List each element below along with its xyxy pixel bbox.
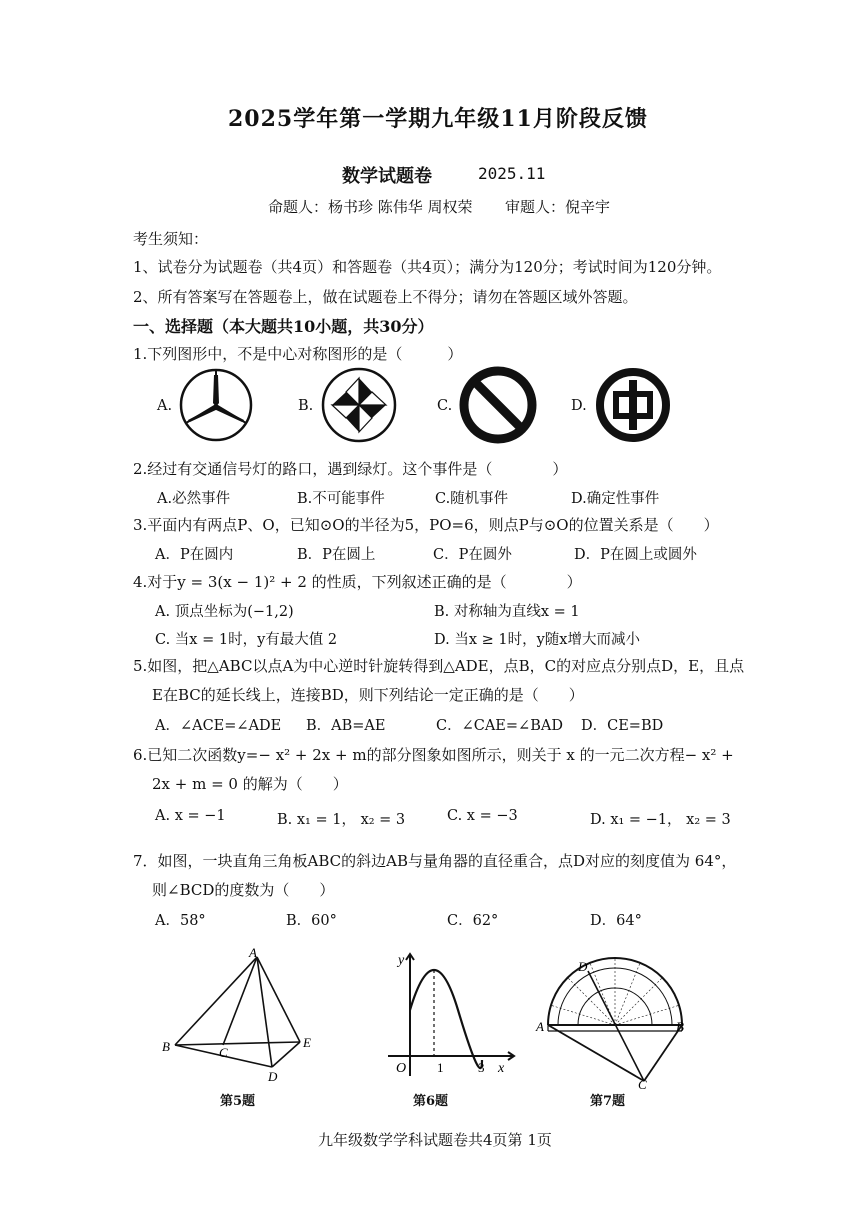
q1-option-c: C. (437, 398, 453, 414)
q4-option-c: C. 当x = 1时，y有最大值 2 (155, 632, 338, 648)
q2-option-a: A.必然事件 (157, 491, 231, 507)
q1-stem: 1.下列图形中，不是中心对称图形的是（ ） (133, 345, 463, 363)
q6-option-a: A. x = −1 (155, 808, 226, 824)
fig6-label-y: y (398, 953, 405, 968)
q7-stem-line-1: 7．如图，一块直角三角板ABC的斜边AB与量角器的直径重合，点D对应的刻度值为 64°， (133, 852, 737, 870)
q7-stem-line-2: 则∠BCD的度数为（ ） (152, 881, 335, 899)
page-title: 2025学年第一学期九年级11月阶段反馈 (228, 106, 648, 132)
figure-6-caption: 第6题 (413, 1094, 449, 1109)
q4-option-a: A. 顶点坐标为(−1,2) (155, 604, 294, 620)
fig6-label-1: 1 (437, 1060, 444, 1075)
q2-option-c: C.随机事件 (435, 491, 509, 507)
fig6-label-3: 3 (478, 1060, 485, 1075)
q3-option-a: A．P在圆内 (155, 547, 234, 563)
pinwheel-figure (320, 366, 398, 444)
fig7-label-c: C (638, 1077, 647, 1092)
fig7-label-a: A (536, 1019, 544, 1034)
notice-heading: 考生须知： (133, 230, 209, 248)
q2-option-d: D.确定性事件 (571, 491, 660, 507)
q2-option-b: B.不可能事件 (297, 491, 385, 507)
q7-option-a: A．58° (155, 913, 206, 929)
q2-stem: 2.经过有交通信号灯的路口，遇到绿灯。这个事件是（ ） (133, 460, 568, 478)
q3-option-b: B．P在圆上 (297, 547, 376, 563)
q6-stem-line-1: 6.已知二次函数y=− x² + 2x + m的部分图象如图所示，则关于 x 的一元二次方程− x² + (133, 746, 734, 764)
page-footer: 九年级数学学科试题卷共4页第 1页 (318, 1131, 552, 1149)
q4-stem: 4.对于y = 3(x − 1)² + 2 的性质，下列叙述正确的是（ ） (133, 573, 582, 591)
fig5-label-a: A (249, 945, 257, 960)
q4-option-b: B. 对称轴为直线x = 1 (434, 604, 580, 620)
mercedes-symbol-figure (178, 367, 254, 443)
figure-7-protractor (536, 955, 690, 1092)
q5-stem-line-2: E在BC的延长线上，连接BD，则下列结论一定正确的是（ ） (152, 686, 584, 704)
fig5-label-e: E (303, 1035, 311, 1050)
q7-option-c: C．62° (447, 913, 499, 929)
q1-option-a: A. (157, 398, 173, 414)
no-entry-sign-figure (458, 365, 538, 445)
paper-subtitle: 数学试题卷 (342, 166, 432, 187)
q7-option-d: D．64° (590, 913, 642, 929)
zhong-emblem-figure (594, 366, 672, 444)
q5-option-b: B．AB=AE (306, 718, 386, 734)
q3-option-c: C．P在圆外 (433, 547, 512, 563)
figure-5-caption: 第5题 (220, 1094, 256, 1109)
fig5-label-c: C (219, 1045, 228, 1060)
paper-date: 2025.11 (478, 164, 546, 183)
notice-item-2: 2、所有答案写在答题卷上，做在试题卷上不得分；请勿在答题区域外答题。 (133, 288, 638, 306)
q6-option-d: D. x₁ = −1， x₂ = 3 (590, 812, 731, 828)
q1-option-d: D. (571, 398, 587, 414)
q6-option-b: B. x₁ = 1， x₂ = 3 (277, 812, 406, 828)
figure-5-triangles (160, 945, 330, 1085)
q3-option-d: D．P在圆上或圆外 (574, 547, 697, 563)
notice-item-1: 1、试卷分为试题卷（共4页）和答题卷（共4页）；满分为120分；考试时间为120分钟。 (133, 258, 722, 276)
q6-option-c: C. x = −3 (447, 808, 518, 824)
q6-stem-line-2: 2x + m = 0 的解为（ ） (152, 775, 348, 793)
fig5-label-b: B (162, 1039, 170, 1054)
figure-6-parabola (382, 948, 522, 1080)
fig6-label-o: O (396, 1061, 407, 1076)
section-heading: 一、选择题（本大题共10小题，共30分） (133, 317, 434, 336)
q7-option-b: B．60° (286, 913, 337, 929)
q5-stem-line-1: 5.如图，把△ABC以点A为中心逆时针旋转得到△ADE，点B，C的对应点分别点D，E，且点 (133, 657, 745, 675)
fig7-label-d: D (578, 959, 588, 974)
q3-stem: 3.平面内有两点P、O，已知⊙O的半径为5，PO=6，则点P与⊙O的位置关系是（ ） (133, 516, 719, 534)
q5-option-d: D．CE=BD (581, 718, 664, 734)
figure-7-caption: 第7题 (590, 1094, 626, 1109)
q5-option-c: C．∠CAE=∠BAD (436, 718, 563, 734)
authors: 命题人：杨书珍 陈伟华 周权荣 (268, 198, 473, 216)
q5-option-a: A．∠ACE=∠ADE (155, 718, 282, 734)
fig6-label-x: x (498, 1061, 505, 1076)
fig5-label-d: D (268, 1069, 278, 1084)
fig7-label-b: B (676, 1019, 684, 1034)
q4-option-d: D. 当x ≥ 1时，y随x增大而减小 (434, 632, 640, 648)
q1-option-b: B. (298, 398, 314, 414)
reviewer: 审题人：倪辛宇 (505, 198, 611, 216)
